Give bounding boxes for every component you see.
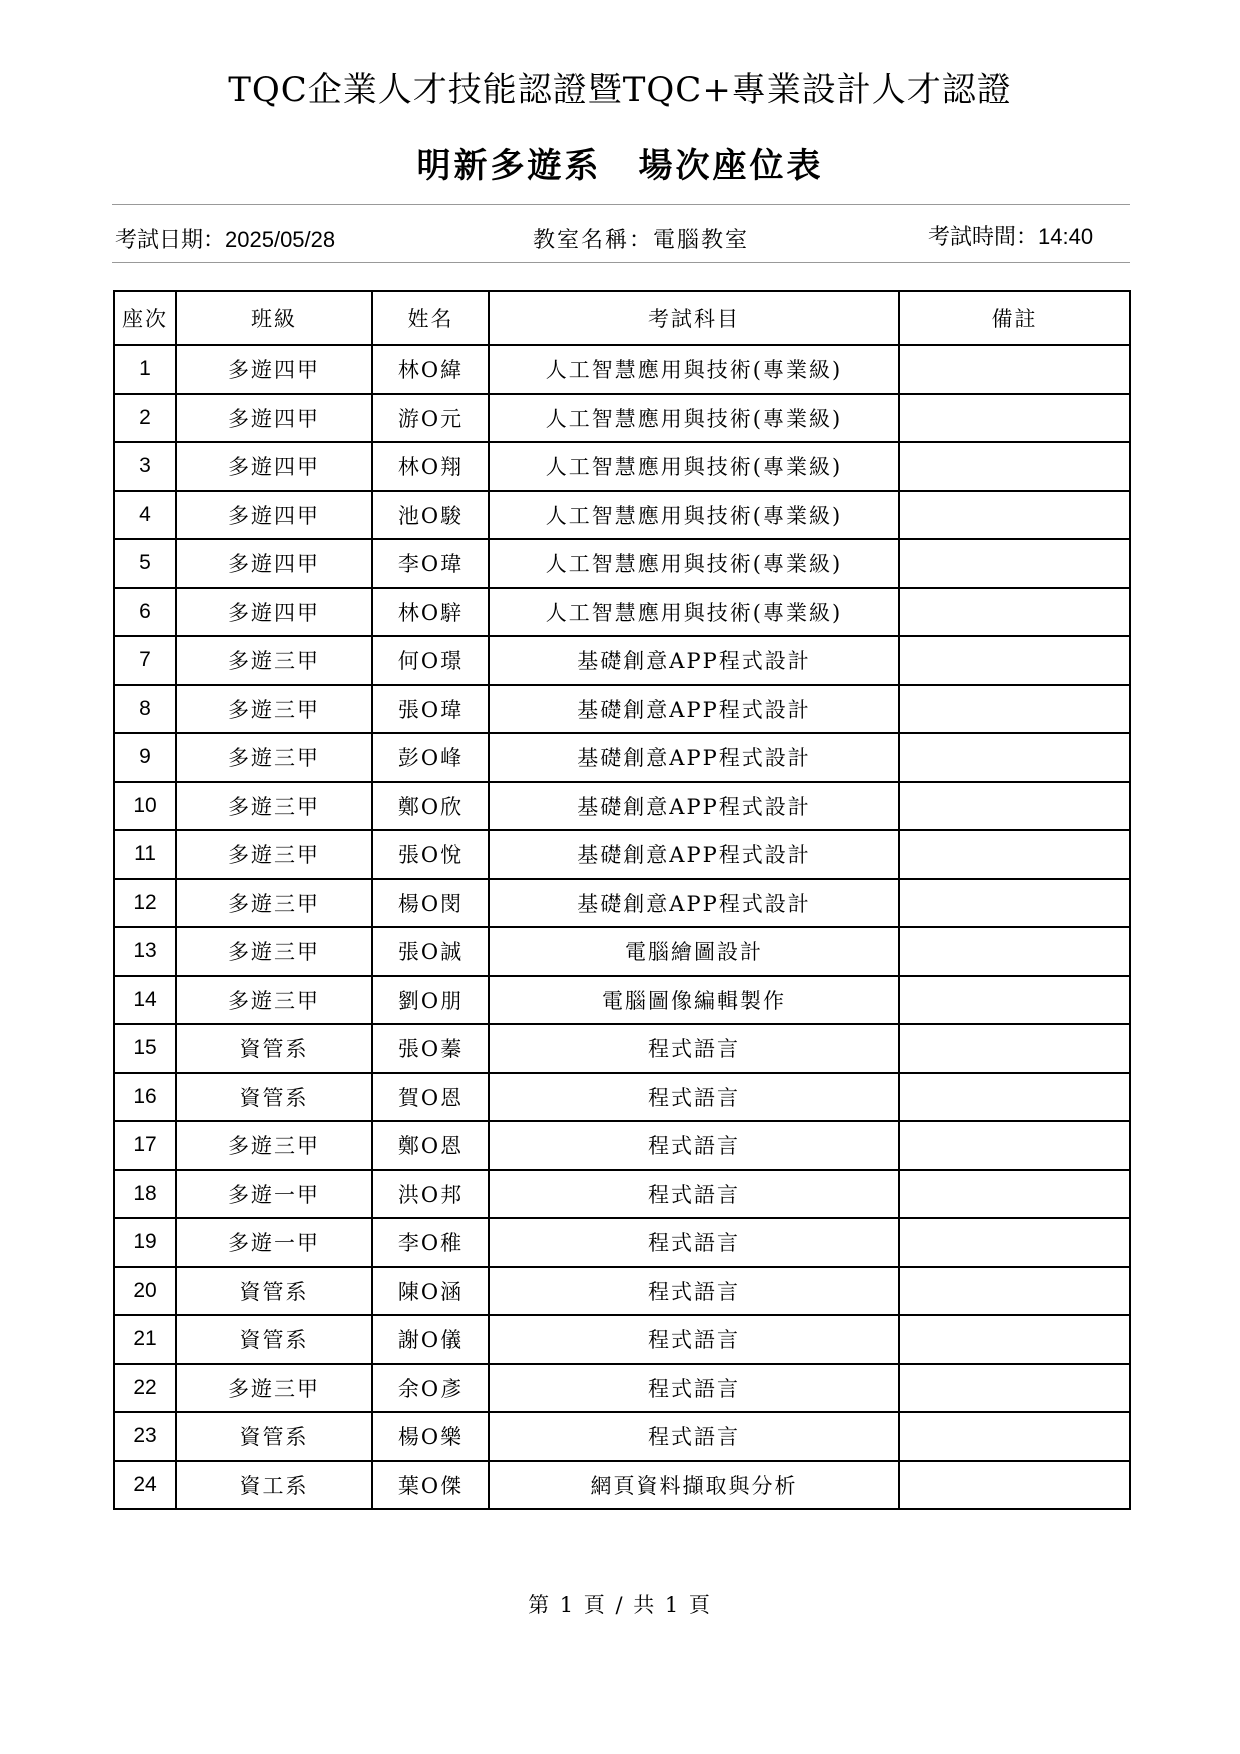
class-cell: 多遊四甲 bbox=[176, 491, 372, 540]
note-cell bbox=[899, 782, 1130, 831]
seat-number-cell: 21 bbox=[114, 1315, 176, 1364]
class-cell: 多遊三甲 bbox=[176, 830, 372, 879]
student-name-cell: 張O蓁 bbox=[372, 1024, 489, 1073]
classroom-label: 教室名稱： bbox=[533, 228, 654, 253]
seat-number-cell: 7 bbox=[114, 636, 176, 685]
table-row bbox=[114, 1170, 1130, 1219]
seating-table bbox=[113, 290, 1131, 1510]
divider-top bbox=[112, 204, 1130, 205]
table-row bbox=[114, 927, 1130, 976]
exam-date-value: 2025/05/28 bbox=[225, 227, 336, 252]
note-cell bbox=[899, 927, 1130, 976]
table-body bbox=[114, 345, 1130, 1509]
note-cell bbox=[899, 685, 1130, 734]
seat-number-cell: 1 bbox=[114, 345, 176, 394]
table-row bbox=[114, 1024, 1130, 1073]
exam-subject-cell: 程式語言 bbox=[489, 1315, 899, 1364]
note-cell bbox=[899, 1024, 1130, 1073]
table-row bbox=[114, 1218, 1130, 1267]
page-number: 第 1 頁 / 共 1 頁 bbox=[528, 1593, 712, 1617]
class-cell: 多遊四甲 bbox=[176, 539, 372, 588]
exam-time bbox=[928, 220, 1093, 251]
exam-subject-cell: 基礎創意APP程式設計 bbox=[489, 830, 899, 879]
seat-number-cell: 23 bbox=[114, 1412, 176, 1461]
table-row bbox=[114, 976, 1130, 1025]
note-cell bbox=[899, 1267, 1130, 1316]
student-name-cell: 張O瑋 bbox=[372, 685, 489, 734]
seat-number-cell: 14 bbox=[114, 976, 176, 1025]
student-name-cell: 洪O邦 bbox=[372, 1170, 489, 1219]
class-cell: 多遊一甲 bbox=[176, 1218, 372, 1267]
note-cell bbox=[899, 636, 1130, 685]
note-cell bbox=[899, 345, 1130, 394]
class-cell: 多遊三甲 bbox=[176, 1121, 372, 1170]
class-cell: 資管系 bbox=[176, 1412, 372, 1461]
student-name-cell: 張O誠 bbox=[372, 927, 489, 976]
class-cell: 多遊三甲 bbox=[176, 685, 372, 734]
seat-number-cell: 18 bbox=[114, 1170, 176, 1219]
exam-subject-cell: 程式語言 bbox=[489, 1024, 899, 1073]
student-name-cell: 李O稚 bbox=[372, 1218, 489, 1267]
table-row bbox=[114, 685, 1130, 734]
class-cell: 多遊一甲 bbox=[176, 1170, 372, 1219]
note-cell bbox=[899, 491, 1130, 540]
exam-subject-cell: 人工智慧應用與技術(專業級) bbox=[489, 345, 899, 394]
table-row bbox=[114, 394, 1130, 443]
student-name-cell: 鄭O欣 bbox=[372, 782, 489, 831]
class-cell: 多遊四甲 bbox=[176, 442, 372, 491]
student-name-cell: 謝O儀 bbox=[372, 1315, 489, 1364]
note-cell bbox=[899, 1364, 1130, 1413]
table-row bbox=[114, 539, 1130, 588]
class-cell: 多遊三甲 bbox=[176, 1364, 372, 1413]
class-cell: 多遊三甲 bbox=[176, 927, 372, 976]
seat-number-cell: 4 bbox=[114, 491, 176, 540]
exam-subject-cell: 基礎創意APP程式設計 bbox=[489, 685, 899, 734]
column-header-subject: 考試科目 bbox=[489, 291, 899, 345]
column-header-note: 備註 bbox=[899, 291, 1130, 345]
table-row bbox=[114, 442, 1130, 491]
student-name-cell: 楊O閔 bbox=[372, 879, 489, 928]
class-cell: 多遊四甲 bbox=[176, 588, 372, 637]
table-row bbox=[114, 733, 1130, 782]
note-cell bbox=[899, 1315, 1130, 1364]
table-row bbox=[114, 782, 1130, 831]
student-name-cell: 林O騂 bbox=[372, 588, 489, 637]
exam-subject-cell: 程式語言 bbox=[489, 1170, 899, 1219]
note-cell bbox=[899, 394, 1130, 443]
column-header-name: 姓名 bbox=[372, 291, 489, 345]
class-cell: 資工系 bbox=[176, 1461, 372, 1510]
exam-subject-cell: 程式語言 bbox=[489, 1412, 899, 1461]
student-name-cell: 張O悅 bbox=[372, 830, 489, 879]
exam-subject-cell: 人工智慧應用與技術(專業級) bbox=[489, 539, 899, 588]
note-cell bbox=[899, 976, 1130, 1025]
seat-number-cell: 2 bbox=[114, 394, 176, 443]
class-cell: 多遊三甲 bbox=[176, 879, 372, 928]
exam-time-value: 14:40 bbox=[1038, 224, 1094, 249]
exam-subject-cell: 電腦圖像編輯製作 bbox=[489, 976, 899, 1025]
table-row bbox=[114, 345, 1130, 394]
exam-subject-cell: 人工智慧應用與技術(專業級) bbox=[489, 588, 899, 637]
note-cell bbox=[899, 1073, 1130, 1122]
note-cell bbox=[899, 830, 1130, 879]
exam-subject-cell: 程式語言 bbox=[489, 1073, 899, 1122]
table-row bbox=[114, 1073, 1130, 1122]
seat-number-cell: 19 bbox=[114, 1218, 176, 1267]
exam-subject-cell: 程式語言 bbox=[489, 1364, 899, 1413]
student-name-cell: 彭O峰 bbox=[372, 733, 489, 782]
document-title: TQC企業人才技能認證暨TQC+專業設計人才認證 bbox=[228, 70, 1012, 110]
exam-subject-cell: 人工智慧應用與技術(專業級) bbox=[489, 394, 899, 443]
class-cell: 多遊三甲 bbox=[176, 636, 372, 685]
note-cell bbox=[899, 442, 1130, 491]
student-name-cell: 楊O樂 bbox=[372, 1412, 489, 1461]
seat-number-cell: 9 bbox=[114, 733, 176, 782]
exam-time-label: 考試時間： bbox=[928, 225, 1039, 250]
note-cell bbox=[899, 1412, 1130, 1461]
table-row bbox=[114, 1315, 1130, 1364]
class-cell: 多遊三甲 bbox=[176, 782, 372, 831]
exam-subject-cell: 基礎創意APP程式設計 bbox=[489, 782, 899, 831]
student-name-cell: 李O瑋 bbox=[372, 539, 489, 588]
seat-number-cell: 3 bbox=[114, 442, 176, 491]
note-cell bbox=[899, 1170, 1130, 1219]
table-row bbox=[114, 1121, 1130, 1170]
note-cell bbox=[899, 1461, 1130, 1510]
exam-subject-cell: 程式語言 bbox=[489, 1121, 899, 1170]
note-cell bbox=[899, 539, 1130, 588]
student-name-cell: 余O彥 bbox=[372, 1364, 489, 1413]
exam-subject-cell: 程式語言 bbox=[489, 1267, 899, 1316]
table-row bbox=[114, 1364, 1130, 1413]
student-name-cell: 鄭O恩 bbox=[372, 1121, 489, 1170]
exam-subject-cell: 網頁資料擷取與分析 bbox=[489, 1461, 899, 1510]
student-name-cell: 林O緯 bbox=[372, 345, 489, 394]
table-row bbox=[114, 588, 1130, 637]
class-cell: 多遊四甲 bbox=[176, 394, 372, 443]
column-header-seat: 座次 bbox=[114, 291, 176, 345]
exam-date bbox=[115, 223, 335, 254]
table-row bbox=[114, 830, 1130, 879]
table-row bbox=[114, 1267, 1130, 1316]
exam-date-label: 考試日期： bbox=[115, 228, 226, 253]
seat-number-cell: 24 bbox=[114, 1461, 176, 1510]
student-name-cell: 池O駿 bbox=[372, 491, 489, 540]
class-cell: 多遊三甲 bbox=[176, 733, 372, 782]
seat-number-cell: 8 bbox=[114, 685, 176, 734]
exam-subject-cell: 電腦繪圖設計 bbox=[489, 927, 899, 976]
document-subtitle: 明新多遊系 場次座位表 bbox=[416, 146, 824, 186]
note-cell bbox=[899, 1121, 1130, 1170]
divider-bottom bbox=[112, 262, 1130, 263]
seat-number-cell: 16 bbox=[114, 1073, 176, 1122]
exam-subject-cell: 程式語言 bbox=[489, 1218, 899, 1267]
exam-subject-cell: 基礎創意APP程式設計 bbox=[489, 636, 899, 685]
exam-subject-cell: 人工智慧應用與技術(專業級) bbox=[489, 442, 899, 491]
student-name-cell: 何O璟 bbox=[372, 636, 489, 685]
student-name-cell: 陳O涵 bbox=[372, 1267, 489, 1316]
note-cell bbox=[899, 588, 1130, 637]
table-header-row bbox=[114, 291, 1130, 345]
seat-number-cell: 20 bbox=[114, 1267, 176, 1316]
class-cell: 資管系 bbox=[176, 1267, 372, 1316]
classroom-value: 電腦教室 bbox=[653, 228, 750, 253]
seat-number-cell: 6 bbox=[114, 588, 176, 637]
table-row bbox=[114, 491, 1130, 540]
class-cell: 資管系 bbox=[176, 1073, 372, 1122]
note-cell bbox=[899, 733, 1130, 782]
student-name-cell: 林O翔 bbox=[372, 442, 489, 491]
table-row bbox=[114, 1412, 1130, 1461]
table-row bbox=[114, 636, 1130, 685]
seat-number-cell: 11 bbox=[114, 830, 176, 879]
class-cell: 多遊四甲 bbox=[176, 345, 372, 394]
seat-number-cell: 5 bbox=[114, 539, 176, 588]
student-name-cell: 賀O恩 bbox=[372, 1073, 489, 1122]
class-cell: 資管系 bbox=[176, 1024, 372, 1073]
student-name-cell: 葉O傑 bbox=[372, 1461, 489, 1510]
classroom bbox=[533, 223, 749, 254]
seat-number-cell: 17 bbox=[114, 1121, 176, 1170]
seat-number-cell: 12 bbox=[114, 879, 176, 928]
seat-number-cell: 15 bbox=[114, 1024, 176, 1073]
seat-number-cell: 10 bbox=[114, 782, 176, 831]
student-name-cell: 劉O朋 bbox=[372, 976, 489, 1025]
table-row bbox=[114, 1461, 1130, 1510]
column-header-class: 班級 bbox=[176, 291, 372, 345]
exam-subject-cell: 基礎創意APP程式設計 bbox=[489, 879, 899, 928]
note-cell bbox=[899, 879, 1130, 928]
student-name-cell: 游O元 bbox=[372, 394, 489, 443]
seat-number-cell: 13 bbox=[114, 927, 176, 976]
exam-subject-cell: 基礎創意APP程式設計 bbox=[489, 733, 899, 782]
seat-number-cell: 22 bbox=[114, 1364, 176, 1413]
class-cell: 資管系 bbox=[176, 1315, 372, 1364]
table-row bbox=[114, 879, 1130, 928]
note-cell bbox=[899, 1218, 1130, 1267]
class-cell: 多遊三甲 bbox=[176, 976, 372, 1025]
exam-subject-cell: 人工智慧應用與技術(專業級) bbox=[489, 491, 899, 540]
